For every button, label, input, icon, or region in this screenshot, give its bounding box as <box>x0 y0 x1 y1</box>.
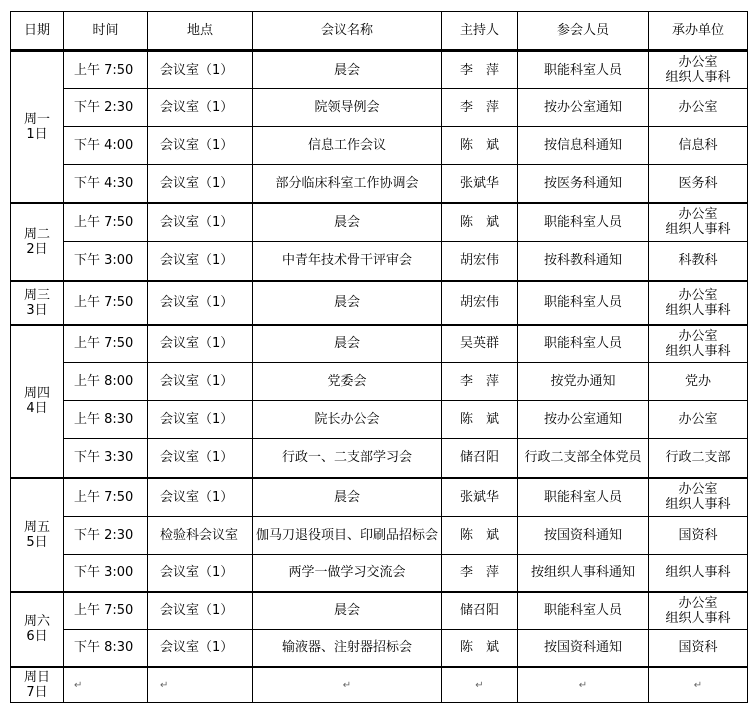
day-label: 周四 <box>23 386 50 401</box>
header-attendees: 参会人员 <box>518 12 649 51</box>
cell-time: 上午 7:50 <box>64 51 148 89</box>
cell-host: 胡宏伟 <box>442 242 518 281</box>
day-cell <box>11 325 64 478</box>
table-row <box>11 165 748 203</box>
cell-time: 下午 2:30 <box>64 89 148 127</box>
day-group <box>11 667 748 703</box>
cell-location: 会议室（1） <box>148 89 253 127</box>
cell-name: 晨会 <box>253 592 442 630</box>
header-organizer: 承办单位 <box>649 12 748 51</box>
cell-name: 院长办公会 <box>253 401 442 439</box>
cell-host: 张斌华 <box>442 478 518 517</box>
day-cell <box>11 281 64 325</box>
table-row <box>11 439 748 478</box>
day-cell <box>11 51 64 203</box>
table-row <box>11 203 748 242</box>
cell-organizer: 医务科 <box>649 165 748 203</box>
cell-name: 党委会 <box>253 363 442 401</box>
cell-attendees: 按国资科通知 <box>518 630 649 667</box>
table-row <box>11 127 748 165</box>
cell-organizer: 国资科 <box>649 517 748 555</box>
day-label: 周六 <box>23 614 50 629</box>
day-cell <box>11 478 64 592</box>
cell-organizer: 信息科 <box>649 127 748 165</box>
date-label: 6日 <box>26 629 48 644</box>
cell-location: 会议室（1） <box>148 363 253 401</box>
cell-organizer: 办公室 组织人事科 <box>649 51 748 89</box>
table-row <box>11 630 748 667</box>
cell-name: 院领导例会 <box>253 89 442 127</box>
day-group <box>11 281 748 325</box>
cell-organizer: 办公室 组织人事科 <box>649 478 748 517</box>
cell-organizer: 办公室 组织人事科 <box>649 325 748 363</box>
day-label: 周日 <box>23 669 50 685</box>
cell-time: 上午 8:30 <box>64 401 148 439</box>
cell-attendees: 行政二支部全体党员 <box>518 439 649 478</box>
cell-organizer: 国资科 <box>649 630 748 667</box>
cell-organizer: 办公室 组织人事科 <box>649 203 748 242</box>
cell-attendees: 按医务科通知 <box>518 165 649 203</box>
table-row <box>11 555 748 592</box>
cell-organizer: 科教科 <box>649 242 748 281</box>
date-label: 4日 <box>26 401 48 416</box>
cell-location: 会议室（1） <box>148 478 253 517</box>
cell-attendees: 按办公室通知 <box>518 89 649 127</box>
cell-host: 陈 斌 <box>442 127 518 165</box>
cell-host: 胡宏伟 <box>442 281 518 325</box>
cell-attendees: 按国资科通知 <box>518 517 649 555</box>
cell-name: 两学一做学习交流会 <box>253 555 442 592</box>
cell-host: 陈 斌 <box>442 630 518 667</box>
cell-attendees: 职能科室人员 <box>518 51 649 89</box>
cell-name: 晨会 <box>253 478 442 517</box>
header-location: 地点 <box>148 12 253 51</box>
cell-location: 会议室（1） <box>148 592 253 630</box>
table-row <box>11 242 748 281</box>
paragraph-mark: ↵ <box>160 679 169 691</box>
cell-time: 上午 8:00 <box>64 363 148 401</box>
cell-time: 上午 7:50 <box>64 325 148 363</box>
day-label: 周二 <box>23 226 50 242</box>
day-cell <box>11 667 64 703</box>
cell-name: 部分临床科室工作协调会 <box>253 165 442 203</box>
cell-organizer: 党办 <box>649 363 748 401</box>
day-group <box>11 51 748 203</box>
table-row <box>11 281 748 325</box>
cell-host: 李 萍 <box>442 363 518 401</box>
cell-location: 会议室（1） <box>148 401 253 439</box>
cell-name: 输液器、注射器招标会 <box>253 630 442 667</box>
paragraph-mark: ↵ <box>693 679 703 691</box>
paragraph-mark: ↵ <box>342 679 352 691</box>
cell-time: 上午 7:50 <box>64 203 148 242</box>
table-row <box>11 325 748 363</box>
cell-location: 会议室（1） <box>148 127 253 165</box>
table-row <box>11 51 748 89</box>
cell-time <box>64 667 148 703</box>
cell-organizer: 办公室 <box>649 401 748 439</box>
header-time: 时间 <box>64 12 148 51</box>
cell-name: 行政一、二支部学习会 <box>253 439 442 478</box>
cell-location: 会议室（1） <box>148 281 253 325</box>
cell-location: 会议室（1） <box>148 630 253 667</box>
cell-time: 上午 7:50 <box>64 281 148 325</box>
cell-attendees: 职能科室人员 <box>518 281 649 325</box>
cell-time: 下午 3:00 <box>64 555 148 592</box>
cell-organizer: 组织人事科 <box>649 555 748 592</box>
cell-host: 储召阳 <box>442 592 518 630</box>
table-row <box>11 478 748 517</box>
cell-time: 下午 4:30 <box>64 165 148 203</box>
cell-host: 李 萍 <box>442 89 518 127</box>
cell-name: 伽马刀退役项目、印刷品招标会 <box>253 517 442 555</box>
cell-name: 信息工作会议 <box>253 127 442 165</box>
table-row <box>11 667 748 703</box>
cell-host: 陈 斌 <box>442 517 518 555</box>
cell-location: 会议室（1） <box>148 439 253 478</box>
cell-time: 下午 8:30 <box>64 630 148 667</box>
cell-organizer: 办公室 组织人事科 <box>649 281 748 325</box>
cell-time: 下午 2:30 <box>64 517 148 555</box>
cell-host: 储召阳 <box>442 439 518 478</box>
cell-attendees: 职能科室人员 <box>518 478 649 517</box>
cell-attendees: 按科教科通知 <box>518 242 649 281</box>
day-label: 周五 <box>23 519 50 535</box>
cell-host <box>442 667 518 703</box>
cell-organizer: 办公室 <box>649 89 748 127</box>
cell-host: 吴英群 <box>442 325 518 363</box>
cell-attendees: 职能科室人员 <box>518 325 649 363</box>
day-group <box>11 325 748 478</box>
cell-name <box>253 667 442 703</box>
cell-organizer <box>649 667 748 703</box>
cell-host: 张斌华 <box>442 165 518 203</box>
day-group <box>11 203 748 281</box>
date-label: 5日 <box>26 534 48 550</box>
cell-time: 下午 3:30 <box>64 439 148 478</box>
date-label: 3日 <box>26 302 48 318</box>
header-row <box>11 12 748 51</box>
cell-name: 晨会 <box>253 325 442 363</box>
cell-attendees: 按组织人事科通知 <box>518 555 649 592</box>
paragraph-mark: ↵ <box>578 679 588 691</box>
paragraph-mark: ↵ <box>475 679 484 691</box>
cell-organizer: 办公室 组织人事科 <box>649 592 748 630</box>
cell-host: 陈 斌 <box>442 401 518 439</box>
cell-attendees <box>518 667 649 703</box>
cell-host: 李 萍 <box>442 555 518 592</box>
cell-name: 晨会 <box>253 281 442 325</box>
cell-name: 中青年技术骨干评审会 <box>253 242 442 281</box>
cell-attendees: 按信息科通知 <box>518 127 649 165</box>
day-group <box>11 592 748 667</box>
meeting-schedule-table <box>10 11 748 703</box>
cell-location: 会议室（1） <box>148 165 253 203</box>
date-label: 2日 <box>26 241 48 257</box>
table-row <box>11 517 748 555</box>
header-date: 日期 <box>11 12 64 51</box>
cell-location: 会议室（1） <box>148 51 253 89</box>
cell-location: 会议室（1） <box>148 203 253 242</box>
cell-attendees: 按办公室通知 <box>518 401 649 439</box>
day-group <box>11 478 748 592</box>
cell-time: 上午 7:50 <box>64 592 148 630</box>
cell-attendees: 职能科室人员 <box>518 203 649 242</box>
cell-name: 晨会 <box>253 203 442 242</box>
day-label: 周一 <box>23 111 50 127</box>
cell-location: 会议室（1） <box>148 555 253 592</box>
day-label: 周三 <box>23 287 50 303</box>
cell-time: 下午 3:00 <box>64 242 148 281</box>
day-cell <box>11 592 64 667</box>
cell-location: 检验科会议室 <box>148 517 253 555</box>
cell-name: 晨会 <box>253 51 442 89</box>
paragraph-mark: ↵ <box>74 679 83 691</box>
header-name: 会议名称 <box>253 12 442 51</box>
cell-host: 陈 斌 <box>442 203 518 242</box>
cell-time: 下午 4:00 <box>64 127 148 165</box>
cell-location: 会议室（1） <box>148 325 253 363</box>
cell-attendees: 职能科室人员 <box>518 592 649 630</box>
table-row <box>11 363 748 401</box>
cell-host: 李 萍 <box>442 51 518 89</box>
cell-attendees: 按党办通知 <box>518 363 649 401</box>
table-row <box>11 592 748 630</box>
table-row <box>11 89 748 127</box>
date-label: 7日 <box>26 684 48 700</box>
date-label: 1日 <box>26 126 48 142</box>
cell-location <box>148 667 253 703</box>
day-cell <box>11 203 64 281</box>
cell-location: 会议室（1） <box>148 242 253 281</box>
header-host: 主持人 <box>442 12 518 51</box>
cell-time: 上午 7:50 <box>64 478 148 517</box>
cell-organizer: 行政二支部 <box>649 439 748 478</box>
table-row <box>11 401 748 439</box>
